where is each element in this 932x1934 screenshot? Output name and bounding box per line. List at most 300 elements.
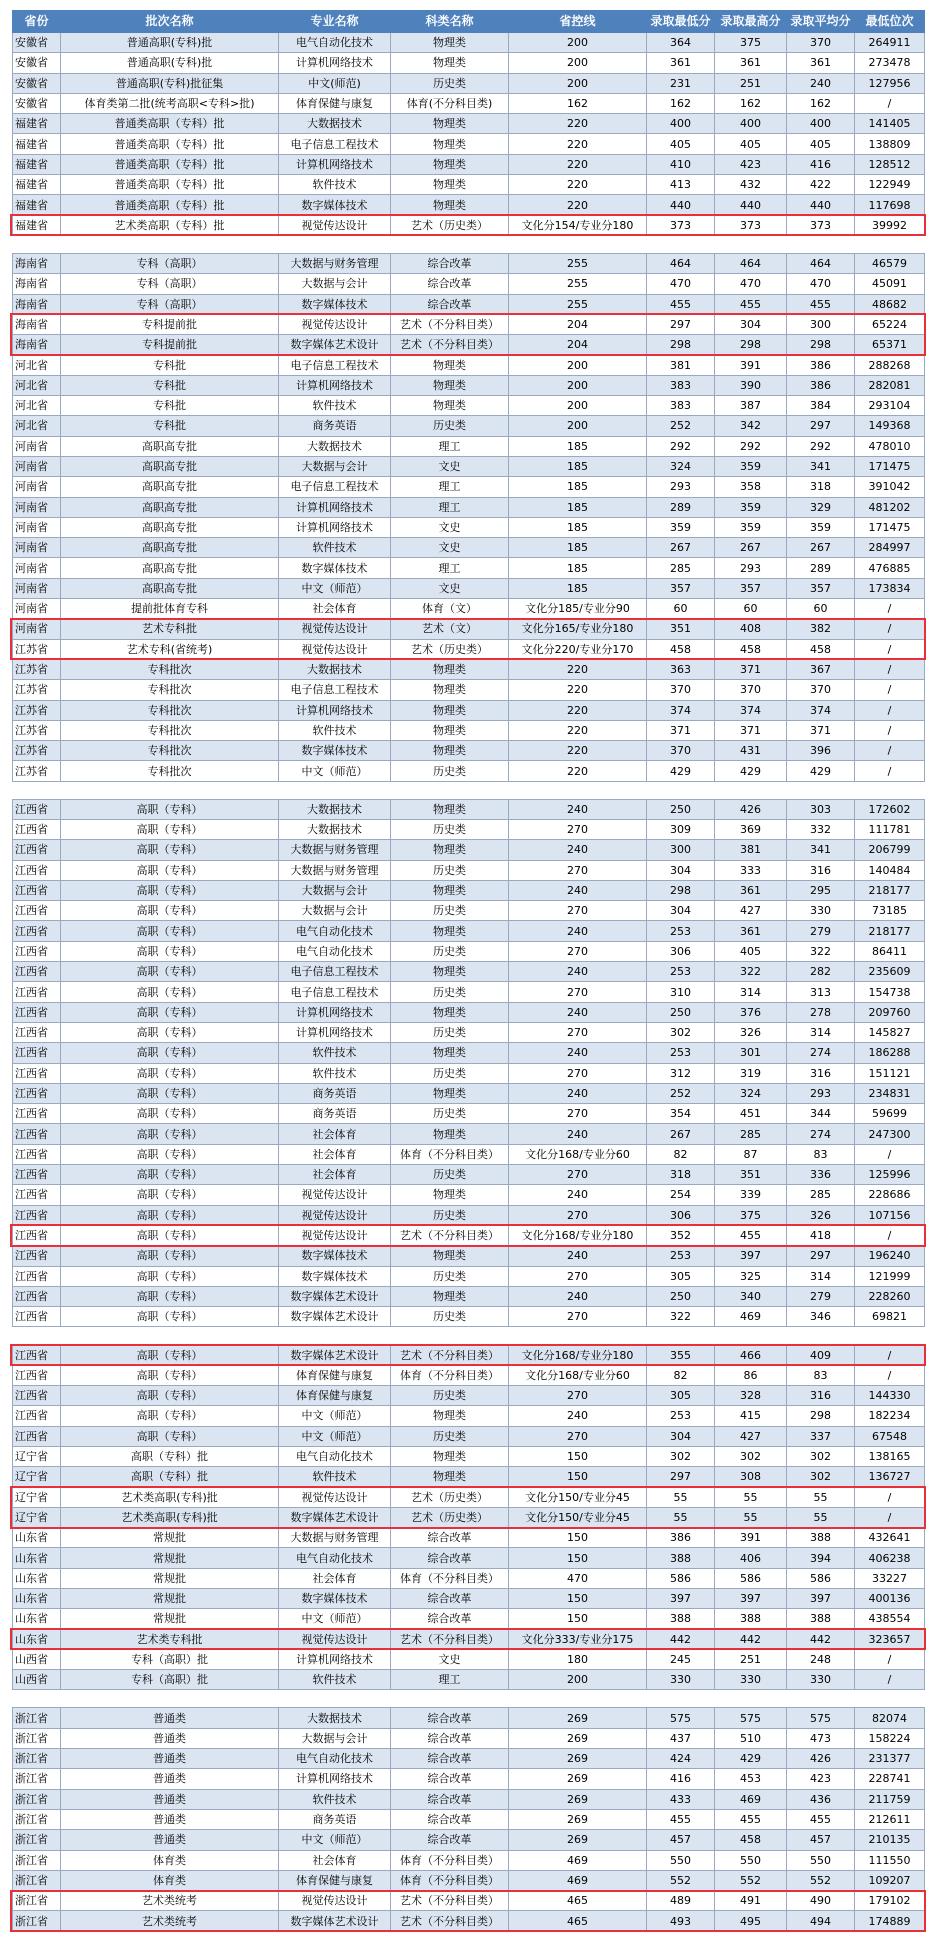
cell-major: 视觉传达设计 — [279, 1629, 391, 1649]
cell-avg-score: 550 — [787, 1850, 855, 1870]
cell-max-score: 391 — [715, 1528, 787, 1548]
cell-min-rank: 210135 — [855, 1830, 925, 1850]
cell-province: 江苏省 — [13, 680, 61, 700]
cell-max-score: 87 — [715, 1144, 787, 1164]
cell-max-score: 415 — [715, 1406, 787, 1426]
cell-min-rank: / — [855, 1225, 925, 1245]
cell-control-line: 220 — [509, 741, 647, 761]
table-row — [13, 1083, 925, 1103]
cell-category: 文史 — [391, 538, 509, 558]
cell-min-rank: 128512 — [855, 154, 925, 174]
cell-batch: 常规批 — [61, 1528, 279, 1548]
table-row — [13, 134, 925, 154]
cell-min-score: 309 — [647, 819, 715, 839]
cell-max-score: 423 — [715, 154, 787, 174]
cell-category: 物理类 — [391, 1083, 509, 1103]
cell-max-score: 326 — [715, 1022, 787, 1042]
cell-avg-score: 370 — [787, 680, 855, 700]
table-row — [13, 659, 925, 679]
cell-min-rank: 65224 — [855, 314, 925, 334]
cell-min-rank: 33227 — [855, 1568, 925, 1588]
cell-min-rank: / — [855, 659, 925, 679]
cell-control-line: 240 — [509, 921, 647, 941]
cell-max-score: 325 — [715, 1266, 787, 1286]
cell-category: 物理类 — [391, 53, 509, 73]
cell-category: 历史类 — [391, 1165, 509, 1185]
table-row — [13, 314, 925, 334]
cell-category: 物理类 — [391, 840, 509, 860]
cell-min-rank: 400136 — [855, 1588, 925, 1608]
cell-control-line: 469 — [509, 1870, 647, 1890]
cell-province: 江西省 — [13, 1365, 61, 1385]
cell-avg-score: 267 — [787, 538, 855, 558]
table-row — [13, 154, 925, 174]
cell-max-score: 575 — [715, 1708, 787, 1728]
cell-major: 社会体育 — [279, 1568, 391, 1588]
cell-batch: 体育类第二批(统考高职<专科>批) — [61, 93, 279, 113]
table-row — [13, 1467, 925, 1487]
cell-avg-score: 426 — [787, 1749, 855, 1769]
cell-province: 江西省 — [13, 860, 61, 880]
group-spacer — [13, 781, 925, 799]
cell-control-line: 文化分220/专业分170 — [509, 639, 647, 659]
cell-major: 数字媒体技术 — [279, 294, 391, 314]
cell-province: 浙江省 — [13, 1708, 61, 1728]
cell-category: 物理类 — [391, 659, 509, 679]
cell-control-line: 470 — [509, 1568, 647, 1588]
cell-min-score: 397 — [647, 1588, 715, 1608]
cell-control-line: 文化分185/专业分90 — [509, 599, 647, 619]
cell-province: 河北省 — [13, 355, 61, 375]
cell-max-score: 55 — [715, 1487, 787, 1507]
cell-avg-score: 396 — [787, 741, 855, 761]
cell-max-score: 491 — [715, 1891, 787, 1911]
cell-max-score: 373 — [715, 215, 787, 235]
cell-control-line: 240 — [509, 1124, 647, 1144]
table-row — [13, 416, 925, 436]
cell-control-line: 270 — [509, 819, 647, 839]
cell-avg-score: 322 — [787, 941, 855, 961]
cell-batch: 专科批次 — [61, 741, 279, 761]
cell-min-score: 297 — [647, 1467, 715, 1487]
table-row — [13, 599, 925, 619]
cell-province: 江西省 — [13, 1266, 61, 1286]
cell-control-line: 270 — [509, 982, 647, 1002]
cell-avg-score: 346 — [787, 1307, 855, 1327]
cell-control-line: 220 — [509, 659, 647, 679]
cell-category: 综合改革 — [391, 274, 509, 294]
cell-max-score: 397 — [715, 1246, 787, 1266]
cell-major: 视觉传达设计 — [279, 314, 391, 334]
cell-category: 物理类 — [391, 1043, 509, 1063]
table-row — [13, 436, 925, 456]
cell-category: 综合改革 — [391, 1528, 509, 1548]
cell-batch: 高职（专科） — [61, 880, 279, 900]
cell-batch: 高职（专科） — [61, 1165, 279, 1185]
cell-major: 电子信息工程技术 — [279, 680, 391, 700]
cell-batch: 高职（专科） — [61, 1185, 279, 1205]
cell-batch: 艺术类高职（专科）批 — [61, 215, 279, 235]
cell-avg-score: 405 — [787, 134, 855, 154]
cell-max-score: 374 — [715, 700, 787, 720]
cell-province: 浙江省 — [13, 1769, 61, 1789]
cell-major: 数字媒体艺术设计 — [279, 1307, 391, 1327]
cell-batch: 常规批 — [61, 1588, 279, 1608]
cell-control-line: 204 — [509, 314, 647, 334]
cell-batch: 常规批 — [61, 1568, 279, 1588]
cell-category: 物理类 — [391, 154, 509, 174]
cell-avg-score: 361 — [787, 53, 855, 73]
cell-category: 艺术（不分科目类） — [391, 1345, 509, 1365]
cell-province: 浙江省 — [13, 1850, 61, 1870]
cell-avg-score: 374 — [787, 700, 855, 720]
table-row — [13, 901, 925, 921]
cell-min-rank: 179102 — [855, 1891, 925, 1911]
cell-category: 物理类 — [391, 1286, 509, 1306]
cell-min-score: 352 — [647, 1225, 715, 1245]
cell-min-score: 440 — [647, 195, 715, 215]
cell-min-rank: / — [855, 720, 925, 740]
cell-min-rank: 284997 — [855, 538, 925, 558]
table-row — [13, 1406, 925, 1426]
cell-min-rank: 186288 — [855, 1043, 925, 1063]
cell-batch: 高职高专批 — [61, 558, 279, 578]
cell-province: 福建省 — [13, 175, 61, 195]
cell-min-score: 373 — [647, 215, 715, 235]
cell-max-score: 86 — [715, 1365, 787, 1385]
cell-control-line: 255 — [509, 253, 647, 273]
cell-major: 大数据与财务管理 — [279, 840, 391, 860]
cell-major: 数字媒体艺术设计 — [279, 1507, 391, 1527]
cell-province: 山东省 — [13, 1568, 61, 1588]
cell-avg-score: 292 — [787, 436, 855, 456]
table-row — [13, 175, 925, 195]
cell-category: 文史 — [391, 456, 509, 476]
cell-avg-score: 455 — [787, 294, 855, 314]
cell-control-line: 240 — [509, 1002, 647, 1022]
cell-control-line: 270 — [509, 1266, 647, 1286]
cell-major: 电气自动化技术 — [279, 1749, 391, 1769]
cell-batch: 高职（专科） — [61, 840, 279, 860]
cell-major: 电子信息工程技术 — [279, 355, 391, 375]
cell-min-score: 550 — [647, 1850, 715, 1870]
cell-min-rank: 172602 — [855, 799, 925, 819]
cell-category: 综合改革 — [391, 1749, 509, 1769]
cell-province: 福建省 — [13, 195, 61, 215]
cell-max-score: 251 — [715, 1649, 787, 1669]
cell-control-line: 200 — [509, 355, 647, 375]
cell-max-score: 381 — [715, 840, 787, 860]
cell-category: 物理类 — [391, 741, 509, 761]
cell-major: 大数据与财务管理 — [279, 1528, 391, 1548]
cell-batch: 高职（专科） — [61, 799, 279, 819]
cell-max-score: 361 — [715, 53, 787, 73]
cell-province: 江西省 — [13, 941, 61, 961]
cell-min-rank: 228741 — [855, 1769, 925, 1789]
cell-max-score: 304 — [715, 314, 787, 334]
cell-avg-score: 409 — [787, 1345, 855, 1365]
cell-max-score: 251 — [715, 73, 787, 93]
cell-category: 历史类 — [391, 1426, 509, 1446]
cell-batch: 艺术类高职(专科)批 — [61, 1487, 279, 1507]
cell-control-line: 200 — [509, 1670, 647, 1690]
table-row — [13, 1487, 925, 1507]
cell-min-score: 400 — [647, 114, 715, 134]
cell-min-score: 388 — [647, 1548, 715, 1568]
cell-major: 视觉传达设计 — [279, 1225, 391, 1245]
cell-avg-score: 344 — [787, 1104, 855, 1124]
table-row — [13, 538, 925, 558]
cell-province: 江西省 — [13, 1104, 61, 1124]
cell-major: 大数据技术 — [279, 659, 391, 679]
cell-avg-score: 341 — [787, 456, 855, 476]
cell-batch: 高职高专批 — [61, 456, 279, 476]
cell-max-score: 455 — [715, 294, 787, 314]
table-row — [13, 1649, 925, 1669]
cell-control-line: 269 — [509, 1809, 647, 1829]
group-spacer — [13, 235, 925, 253]
cell-min-score: 424 — [647, 1749, 715, 1769]
cell-min-score: 302 — [647, 1022, 715, 1042]
cell-province: 河南省 — [13, 517, 61, 537]
cell-control-line: 文化分154/专业分180 — [509, 215, 647, 235]
table-row — [13, 799, 925, 819]
cell-control-line: 269 — [509, 1749, 647, 1769]
table-row — [13, 274, 925, 294]
cell-min-rank: 107156 — [855, 1205, 925, 1225]
cell-province: 安徽省 — [13, 33, 61, 53]
cell-major: 大数据技术 — [279, 114, 391, 134]
cell-batch: 专科（高职） — [61, 274, 279, 294]
cell-major: 视觉传达设计 — [279, 1205, 391, 1225]
cell-max-score: 333 — [715, 860, 787, 880]
cell-min-rank: / — [855, 639, 925, 659]
cell-control-line: 269 — [509, 1769, 647, 1789]
cell-province: 江西省 — [13, 1246, 61, 1266]
cell-control-line: 220 — [509, 195, 647, 215]
table-row — [13, 1507, 925, 1527]
cell-avg-score: 55 — [787, 1487, 855, 1507]
cell-min-rank: 174889 — [855, 1911, 925, 1931]
cell-min-rank: 111550 — [855, 1850, 925, 1870]
cell-min-score: 386 — [647, 1528, 715, 1548]
cell-batch: 艺术类统考 — [61, 1911, 279, 1931]
cell-major: 电气自动化技术 — [279, 921, 391, 941]
cell-major: 中文(师范) — [279, 73, 391, 93]
cell-category: 综合改革 — [391, 1728, 509, 1748]
cell-min-score: 55 — [647, 1487, 715, 1507]
cell-control-line: 269 — [509, 1708, 647, 1728]
cell-max-score: 453 — [715, 1769, 787, 1789]
cell-min-score: 305 — [647, 1266, 715, 1286]
cell-control-line: 185 — [509, 436, 647, 456]
cell-avg-score: 440 — [787, 195, 855, 215]
cell-avg-score: 248 — [787, 1649, 855, 1669]
table-row — [13, 680, 925, 700]
cell-min-rank: / — [855, 1649, 925, 1669]
cell-category: 艺术（不分科目类） — [391, 335, 509, 355]
cell-min-score: 306 — [647, 1205, 715, 1225]
cell-province: 江西省 — [13, 982, 61, 1002]
cell-avg-score: 240 — [787, 73, 855, 93]
cell-min-score: 298 — [647, 880, 715, 900]
cell-min-score: 324 — [647, 456, 715, 476]
cell-min-rank: 432641 — [855, 1528, 925, 1548]
cell-min-score: 464 — [647, 253, 715, 273]
cell-batch: 普通高职(专科)批 — [61, 53, 279, 73]
cell-min-score: 410 — [647, 154, 715, 174]
cell-province: 江西省 — [13, 921, 61, 941]
table-row — [13, 761, 925, 781]
cell-avg-score: 394 — [787, 1548, 855, 1568]
cell-avg-score: 298 — [787, 1406, 855, 1426]
cell-batch: 普通高职(专科)批征集 — [61, 73, 279, 93]
cell-max-score: 370 — [715, 680, 787, 700]
cell-control-line: 162 — [509, 93, 647, 113]
cell-province: 河北省 — [13, 396, 61, 416]
cell-province: 海南省 — [13, 274, 61, 294]
cell-province: 山东省 — [13, 1548, 61, 1568]
cell-max-score: 586 — [715, 1568, 787, 1588]
cell-batch: 高职（专科） — [61, 1144, 279, 1164]
cell-major: 大数据技术 — [279, 799, 391, 819]
cell-min-rank: 127956 — [855, 73, 925, 93]
cell-avg-score: 371 — [787, 720, 855, 740]
cell-province: 江西省 — [13, 1205, 61, 1225]
table-row — [13, 1749, 925, 1769]
cell-max-score: 375 — [715, 1205, 787, 1225]
cell-max-score: 387 — [715, 396, 787, 416]
cell-category: 历史类 — [391, 941, 509, 961]
cell-min-score: 363 — [647, 659, 715, 679]
cell-avg-score: 295 — [787, 880, 855, 900]
cell-major: 中文（师范） — [279, 578, 391, 598]
cell-avg-score: 302 — [787, 1467, 855, 1487]
cell-avg-score: 316 — [787, 1063, 855, 1083]
cell-control-line: 150 — [509, 1588, 647, 1608]
cell-major: 软件技术 — [279, 538, 391, 558]
cell-major: 软件技术 — [279, 175, 391, 195]
cell-batch: 艺术类高职(专科)批 — [61, 1507, 279, 1527]
cell-control-line: 255 — [509, 274, 647, 294]
cell-province: 江西省 — [13, 1345, 61, 1365]
cell-major: 电子信息工程技术 — [279, 982, 391, 1002]
cell-max-score: 440 — [715, 195, 787, 215]
cell-province: 江西省 — [13, 1286, 61, 1306]
cell-major: 视觉传达设计 — [279, 1891, 391, 1911]
cell-avg-score: 336 — [787, 1165, 855, 1185]
col-max-score-header: 录取最高分 — [715, 11, 787, 33]
cell-control-line: 220 — [509, 680, 647, 700]
cell-control-line: 270 — [509, 941, 647, 961]
cell-category: 体育（不分科目类） — [391, 1870, 509, 1890]
cell-min-rank: 228260 — [855, 1286, 925, 1306]
cell-avg-score: 416 — [787, 154, 855, 174]
cell-category: 物理类 — [391, 880, 509, 900]
cell-batch: 普通类 — [61, 1728, 279, 1748]
cell-avg-score: 470 — [787, 274, 855, 294]
cell-min-rank: 293104 — [855, 396, 925, 416]
cell-control-line: 185 — [509, 456, 647, 476]
cell-max-score: 359 — [715, 456, 787, 476]
cell-province: 江西省 — [13, 1043, 61, 1063]
cell-max-score: 400 — [715, 114, 787, 134]
cell-min-score: 429 — [647, 761, 715, 781]
col-control-line-header: 省控线 — [509, 11, 647, 33]
cell-min-rank: 235609 — [855, 962, 925, 982]
cell-category: 体育（不分科目类） — [391, 1144, 509, 1164]
cell-min-score: 252 — [647, 416, 715, 436]
table-row — [13, 700, 925, 720]
cell-category: 体育(不分科目类) — [391, 93, 509, 113]
cell-category: 理工 — [391, 558, 509, 578]
cell-min-rank: 206799 — [855, 840, 925, 860]
cell-province: 浙江省 — [13, 1891, 61, 1911]
cell-category: 历史类 — [391, 860, 509, 880]
table-row — [13, 1165, 925, 1185]
table-row — [13, 53, 925, 73]
cell-province: 江苏省 — [13, 659, 61, 679]
cell-batch: 艺术专科(省统考) — [61, 639, 279, 659]
cell-province: 海南省 — [13, 314, 61, 334]
cell-major: 数字媒体艺术设计 — [279, 1286, 391, 1306]
cell-control-line: 270 — [509, 1104, 647, 1124]
cell-min-rank: 65371 — [855, 335, 925, 355]
cell-province: 浙江省 — [13, 1728, 61, 1748]
cell-province: 浙江省 — [13, 1830, 61, 1850]
cell-avg-score: 289 — [787, 558, 855, 578]
cell-province: 山东省 — [13, 1609, 61, 1629]
cell-min-score: 267 — [647, 538, 715, 558]
cell-avg-score: 316 — [787, 860, 855, 880]
cell-avg-score: 357 — [787, 578, 855, 598]
cell-major: 大数据与会计 — [279, 880, 391, 900]
cell-control-line: 270 — [509, 1426, 647, 1446]
cell-min-score: 304 — [647, 1426, 715, 1446]
table-row — [13, 195, 925, 215]
cell-major: 体育保健与康复 — [279, 93, 391, 113]
cell-min-score: 575 — [647, 1708, 715, 1728]
cell-min-score: 318 — [647, 1165, 715, 1185]
cell-province: 辽宁省 — [13, 1507, 61, 1527]
cell-min-score: 254 — [647, 1185, 715, 1205]
cell-min-rank: 218177 — [855, 921, 925, 941]
table-row — [13, 639, 925, 659]
cell-max-score: 451 — [715, 1104, 787, 1124]
cell-category: 物理类 — [391, 375, 509, 395]
cell-batch: 高职（专科） — [61, 1063, 279, 1083]
cell-category: 物理类 — [391, 1124, 509, 1144]
cell-category: 综合改革 — [391, 1830, 509, 1850]
cell-max-score: 324 — [715, 1083, 787, 1103]
cell-batch: 专科提前批 — [61, 314, 279, 334]
cell-category: 物理类 — [391, 396, 509, 416]
cell-min-rank: 228686 — [855, 1185, 925, 1205]
cell-avg-score: 297 — [787, 416, 855, 436]
cell-category: 艺术（历史类） — [391, 1487, 509, 1507]
cell-major: 计算机网络技术 — [279, 1002, 391, 1022]
cell-province: 辽宁省 — [13, 1446, 61, 1466]
cell-category: 物理类 — [391, 962, 509, 982]
cell-min-score: 253 — [647, 1246, 715, 1266]
cell-category: 历史类 — [391, 1022, 509, 1042]
cell-province: 河南省 — [13, 538, 61, 558]
admission-score-sheet — [12, 10, 924, 1932]
cell-avg-score: 373 — [787, 215, 855, 235]
cell-major: 视觉传达设计 — [279, 619, 391, 639]
cell-category: 物理类 — [391, 799, 509, 819]
cell-min-score: 250 — [647, 1286, 715, 1306]
